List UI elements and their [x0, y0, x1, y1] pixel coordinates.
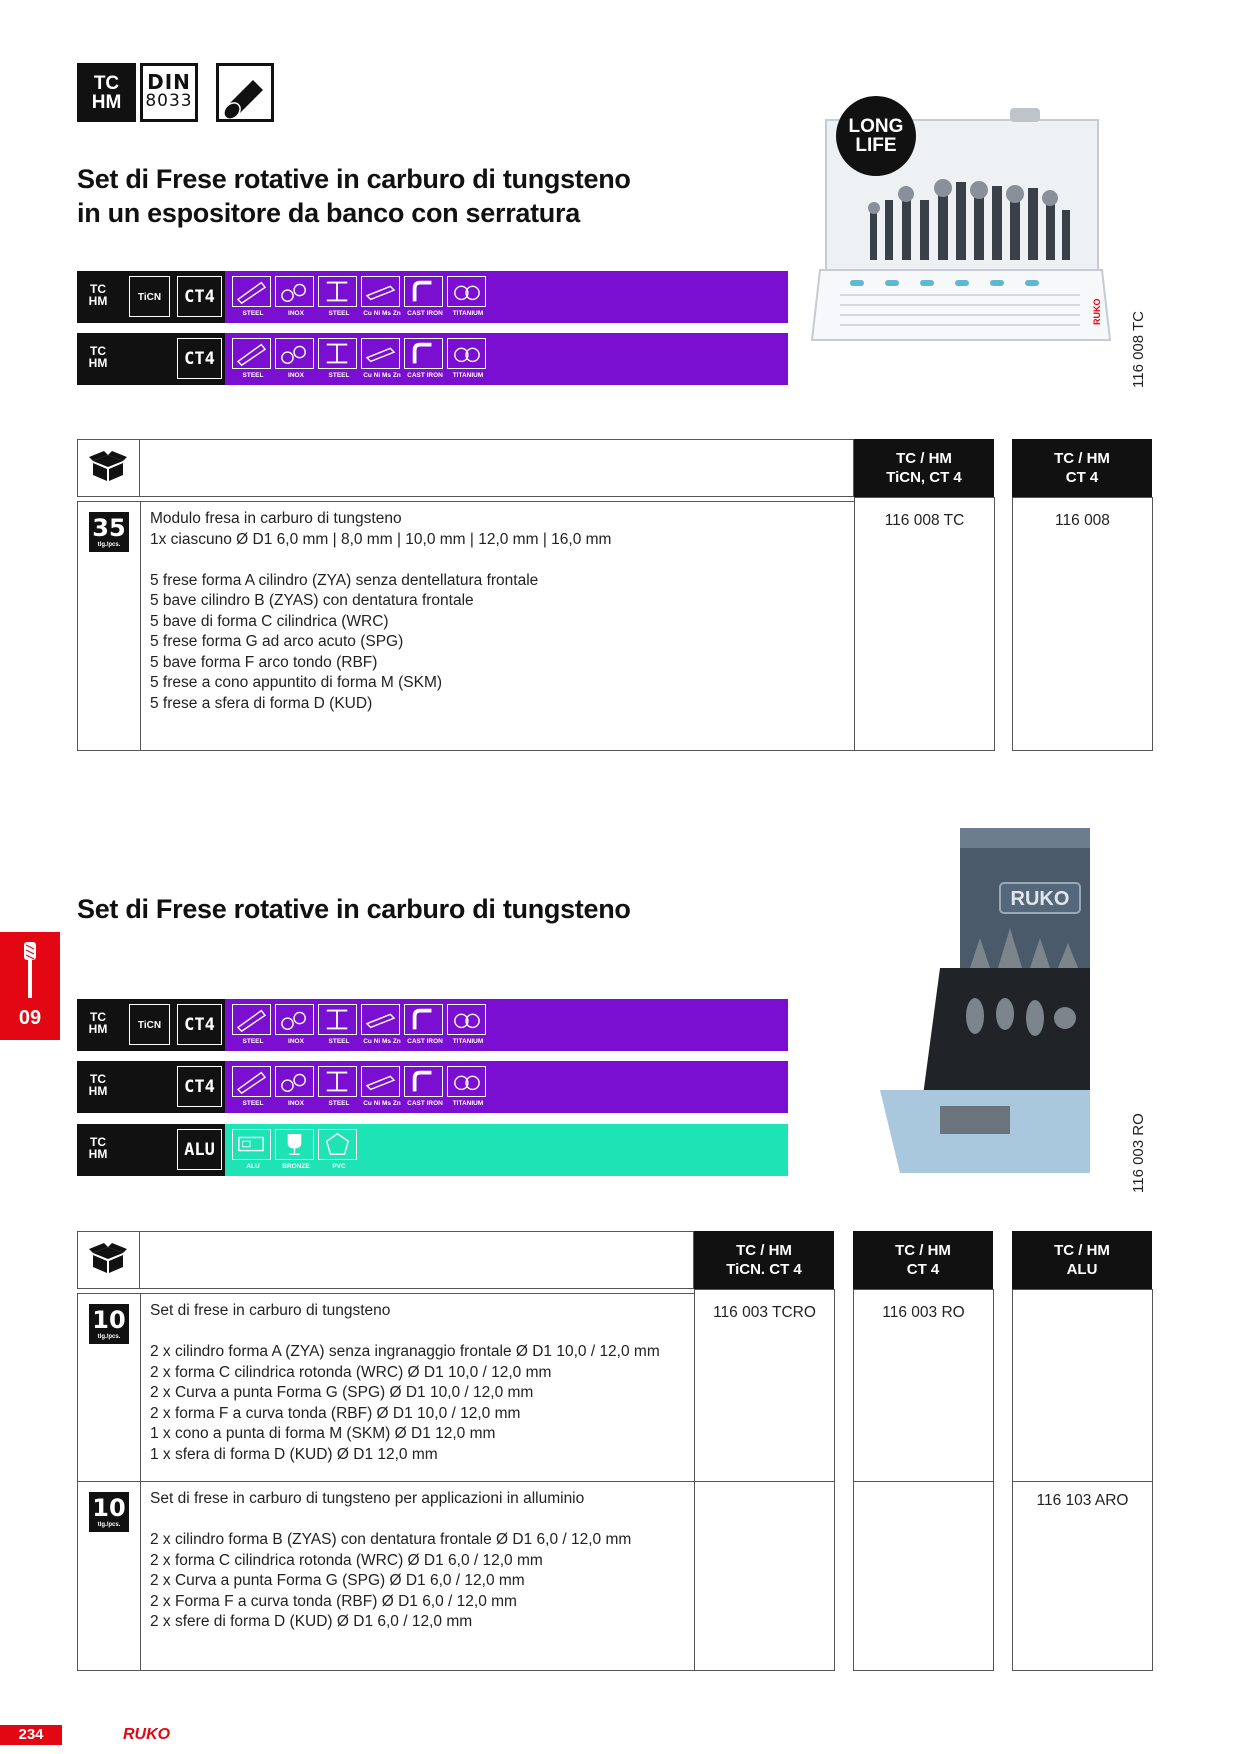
article-code: 116 008	[1055, 512, 1110, 529]
article-code: 116 103 ARO	[1036, 1492, 1129, 1509]
steel-beam-icon	[318, 1066, 357, 1097]
burr-case-illustration	[880, 828, 1100, 1186]
table1-col2-cell	[1012, 497, 1153, 751]
tc-hm-label: TC HM	[88, 344, 108, 370]
table2-col1-cell	[694, 1481, 835, 1671]
table2-col3-header: TC / HM ALU	[1012, 1231, 1152, 1289]
material-bar: TC HM TiCN CT4 STEEL INOX STEEL Cu Ni Ms Zn CAST IRON TITANIUM	[77, 999, 788, 1051]
table2-header-box	[77, 1231, 694, 1289]
sheet-metal-icon	[361, 1066, 400, 1097]
table2-col2-cell	[853, 1481, 994, 1671]
burr-tool-icon	[21, 942, 39, 998]
steel-beam-icon	[318, 338, 357, 369]
inox-tubes-icon	[275, 338, 314, 369]
cast-iron-pipe-icon	[404, 276, 443, 307]
table2-col3-cell	[1012, 1289, 1153, 1482]
material-bar: TC HM CT4 STEEL INOX STEEL Cu Ni Ms Zn CAST IRON TITANIUM	[77, 333, 788, 385]
high-strength-steel-icon	[232, 1066, 271, 1097]
ticn-label: TiCN	[129, 1004, 170, 1045]
quantity-badge: 10 tlg./pcs.	[89, 1492, 129, 1532]
bronze-trophy-icon	[275, 1129, 314, 1160]
hm-label: HM	[91, 92, 122, 113]
table1-col1-cell	[854, 497, 995, 751]
inox-tubes-icon	[275, 1004, 314, 1035]
coating-label: CT4	[177, 1066, 222, 1107]
inox-tubes-icon	[275, 276, 314, 307]
high-strength-steel-icon	[232, 1004, 271, 1035]
long-life-line2: LIFE	[855, 135, 897, 156]
long-life-badge	[836, 96, 916, 176]
chapter-tab[interactable]	[0, 932, 60, 1040]
material-bar: TC HM TiCN CT4 STEEL INOX STEEL Cu Ni Ms Zn CAST IRON TITANIUM	[77, 271, 788, 323]
ticn-label: TiCN	[129, 276, 170, 317]
tc-hm-label: TC HM	[88, 1010, 108, 1036]
cast-iron-pipe-icon	[404, 1004, 443, 1035]
steel-beam-icon	[318, 1004, 357, 1035]
tc-label: TC	[93, 73, 120, 94]
article-code: 116 003 RO	[882, 1304, 965, 1321]
pvc-pentagon-icon	[318, 1129, 357, 1160]
titanium-tubes-icon	[447, 338, 486, 369]
table2-col1-header: TC / HM TiCN. CT 4	[694, 1231, 834, 1289]
article-code: 116 008 TC	[884, 512, 965, 529]
sheet-metal-icon	[361, 1004, 400, 1035]
din-label: DIN	[147, 70, 191, 94]
material-bar: TC HM CT4 STEEL INOX STEEL Cu Ni Ms Zn CAST IRON TITANIUM	[77, 1061, 788, 1113]
burr-case-image	[880, 828, 1100, 1186]
din-number: 8033	[145, 91, 193, 111]
cast-iron-pipe-icon	[404, 338, 443, 369]
sheet-metal-icon	[361, 276, 400, 307]
aluminium-profile-icon	[232, 1129, 271, 1160]
tc-hm-badge	[77, 63, 136, 122]
table1-header-box	[77, 439, 854, 497]
steel-beam-icon	[318, 276, 357, 307]
table2-row1-description: Set di frese in carburo di tungsteno 2 x cilindro forma A (ZYA) senza ingranaggio frontale Ø D1 10,0 / 12,0 mm 2 x forma C cilindrica rotonda (WRC) Ø D1 10,0 / 12,0 mm 2 x Curva a punta Forma G (SPG) Ø D1 10,0 / 12,0 mm 2 x forma F a curva tonda (RBF) Ø D1 10,0 / 12,0 mm 1 x cono a punta di forma M (SKM) Ø D1 12,0 mm 1 x sfera di forma D (KUD) Ø D1 12,0 mm	[150, 1302, 660, 1463]
section1-title-line1: Set di Frese rotative in carburo di tungsteno	[77, 164, 631, 194]
titanium-tubes-icon	[447, 276, 486, 307]
case-brand-logo: RUKO	[1010, 888, 1070, 910]
high-strength-steel-icon	[232, 276, 271, 307]
footer-brand: RUKO	[123, 1726, 171, 1743]
page-number: 234	[0, 1725, 62, 1745]
high-strength-steel-icon	[232, 338, 271, 369]
tc-hm-label: TC HM	[88, 1135, 108, 1161]
coating-label: CT4	[177, 338, 222, 379]
din-8033-badge	[140, 63, 198, 122]
table2-row2-description: Set di frese in carburo di tungsteno per applicazioni in alluminio 2 x cilindro forma B (ZYAS) con dentatura frontale Ø D1 6,0 / 12,0 mm 2 x forma C cilindrica rotonda (WRC) Ø D1 6,0 / 12,0 mm 2 x Curva a punta Forma G (SPG) Ø D1 6,0 / 12,0 mm 2 x Forma F a curva tonda (RBF) Ø D1 6,0 / 12,0 mm 2 x sfere di forma D (KUD) Ø D1 6,0 / 12,0 mm	[150, 1490, 632, 1630]
section2-image-code: 116 003 RO	[1130, 1113, 1147, 1193]
table1-col1-header: TC / HM TiCN, CT 4	[854, 439, 994, 497]
cylinder-shape-icon	[216, 63, 274, 122]
coating-label: CT4	[177, 1004, 222, 1045]
package-icon	[89, 449, 127, 485]
sheet-metal-icon	[361, 338, 400, 369]
article-code: 116 003 TCRO	[713, 1304, 816, 1321]
svg-text:RUKO: RUKO	[1092, 298, 1102, 325]
tc-hm-label: TC HM	[88, 1072, 108, 1098]
section1-image-code: 116 008 TC	[1130, 311, 1147, 388]
section2-title: Set di Frese rotative in carburo di tungsteno	[77, 894, 631, 924]
chapter-number: 09	[18, 1007, 42, 1029]
titanium-tubes-icon	[447, 1004, 486, 1035]
cast-iron-pipe-icon	[404, 1066, 443, 1097]
table1-description: Modulo fresa in carburo di tungsteno 1x ciascuno Ø D1 6,0 mm | 8,0 mm | 10,0 mm | 12,0 mm | 16,0 mm 5 frese forma A cilindro (ZYA) senza dentellatura frontale 5 bave cilindro B (ZYAS) con dentatura frontale 5 bave di forma C cilindrica (WRC) 5 frese forma G ad arco acuto (SPG) 5 bave forma F arco tondo (RBF) 5 frese a cono appuntito di forma M (SKM) 5 frese a sfera di forma D (KUD)	[150, 510, 612, 712]
inox-tubes-icon	[275, 1066, 314, 1097]
table1-col2-header: TC / HM CT 4	[1012, 439, 1152, 497]
coating-label: ALU	[177, 1129, 222, 1170]
long-life-line1: LONG	[848, 116, 904, 137]
quantity-badge: 35 tlg./pcs.	[89, 512, 129, 552]
section1-title	[77, 162, 631, 230]
table2-col2-header: TC / HM CT 4	[853, 1231, 993, 1289]
tc-hm-label: TC HM	[88, 282, 108, 308]
section1-title-line2: in un espositore da banco con serratura	[77, 198, 580, 228]
quantity-badge: 10 tlg./pcs.	[89, 1304, 129, 1344]
coating-label: CT4	[177, 276, 222, 317]
package-icon	[89, 1241, 127, 1277]
material-bar-alu: TC HM ALU ALU BRONZE PVC	[77, 1124, 788, 1176]
titanium-tubes-icon	[447, 1066, 486, 1097]
